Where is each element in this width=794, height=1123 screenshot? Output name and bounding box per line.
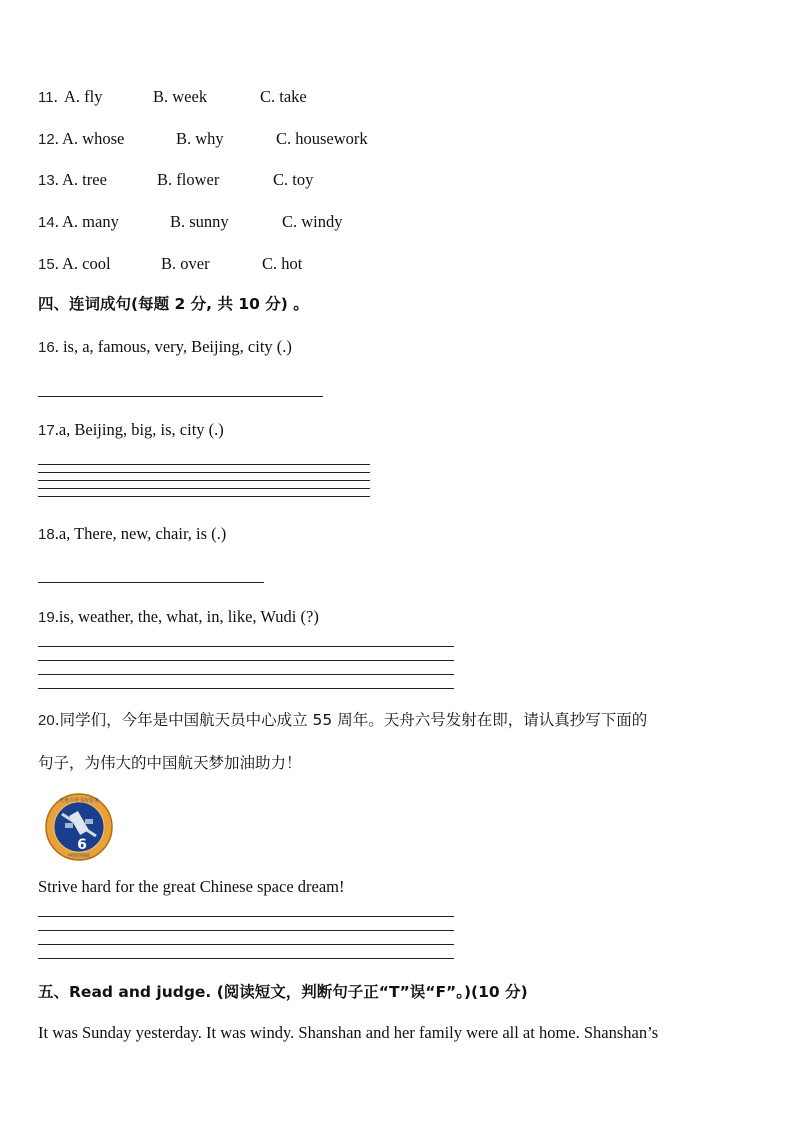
separator: . xyxy=(54,212,59,231)
separator: . xyxy=(54,170,59,189)
choice-row-12 xyxy=(38,129,59,150)
badge-bottom-text: 中国空间站 xyxy=(67,854,91,859)
choice-row-13 xyxy=(38,170,59,191)
copy-sentence: Strive hard for the great Chinese space dream! xyxy=(38,877,345,896)
option-a: A. whose xyxy=(62,129,125,148)
question-number: 14 xyxy=(38,214,55,231)
question-text-line2: 句子，为伟大的中国航天梦加油助力！ xyxy=(38,754,302,772)
separator: . xyxy=(54,129,59,148)
question-text: . is, a, famous, very, Beijing, city (.) xyxy=(54,337,292,356)
question-19 xyxy=(38,607,319,628)
question-number: 16 xyxy=(38,339,55,356)
question-text: .a, Beijing, big, is, city (.) xyxy=(54,420,224,439)
answer-line[interactable] xyxy=(38,930,454,931)
question-text: .同学们，今年是中国航天员中心成立 55 周年。天舟六号发射在即，请认真抄写下面的 xyxy=(54,711,648,729)
section-heading: 四、连词成句(每题 2 分, 共 10 分) 。 xyxy=(38,295,309,313)
option-a: A. many xyxy=(62,212,119,231)
question-text: .is, weather, the, what, in, like, Wudi (?) xyxy=(54,607,319,626)
mission-badge-icon xyxy=(38,792,120,862)
question-number: 19 xyxy=(38,609,55,626)
answer-line[interactable] xyxy=(38,958,454,959)
answer-line[interactable] xyxy=(38,582,264,583)
option-b: B. flower xyxy=(157,170,220,189)
option-b: B. week xyxy=(153,87,208,106)
svg-text:6: 6 xyxy=(77,837,87,853)
question-number: 20 xyxy=(38,712,55,729)
question-text: .a, There, new, chair, is (.) xyxy=(54,524,227,543)
answer-line[interactable] xyxy=(38,480,370,481)
choice-row-14 xyxy=(38,212,59,233)
choice-row-15 xyxy=(38,254,59,275)
option-c: C. housework xyxy=(276,129,368,148)
option-b: B. why xyxy=(176,129,224,148)
question-number: 15 xyxy=(38,256,55,273)
section-heading: 五、Read and judge. (阅读短文，判断句子正“T”误“F”。)(10 分) xyxy=(38,983,528,1001)
answer-line[interactable] xyxy=(38,496,370,497)
question-18 xyxy=(38,524,226,545)
choice-row-11 xyxy=(38,87,58,108)
option-a: A. tree xyxy=(62,170,107,189)
answer-line[interactable] xyxy=(38,646,454,647)
question-number: 12 xyxy=(38,131,55,148)
answer-line[interactable] xyxy=(38,944,454,945)
option-b: B. sunny xyxy=(170,212,229,231)
answer-line[interactable] xyxy=(38,488,370,489)
separator: . xyxy=(53,87,58,106)
question-number: 18 xyxy=(38,526,55,543)
question-number: 17 xyxy=(38,422,55,439)
separator: . xyxy=(54,254,59,273)
option-a: A. fly xyxy=(64,87,103,106)
option-b: B. over xyxy=(161,254,210,273)
answer-line[interactable] xyxy=(38,660,454,661)
option-c: C. toy xyxy=(273,170,314,189)
answer-line[interactable] xyxy=(38,916,454,917)
question-17 xyxy=(38,420,224,441)
question-20 xyxy=(38,710,647,731)
question-16 xyxy=(38,337,292,358)
option-c: C. hot xyxy=(262,254,303,273)
badge-top-text: 天舟六号飞行任务 xyxy=(58,798,100,804)
answer-line[interactable] xyxy=(38,688,454,689)
question-number: 13 xyxy=(38,172,55,189)
reading-passage: It was Sunday yesterday. It was windy. Shanshan and her family were all at home. Shanshan’s xyxy=(38,1023,659,1042)
question-number: 11 xyxy=(38,89,54,106)
answer-line[interactable] xyxy=(38,674,454,675)
answer-line[interactable] xyxy=(38,472,370,473)
option-c: C. take xyxy=(260,87,307,106)
option-a: A. cool xyxy=(62,254,111,273)
option-c: C. windy xyxy=(282,212,343,231)
answer-line[interactable] xyxy=(38,396,323,397)
answer-line[interactable] xyxy=(38,464,370,465)
